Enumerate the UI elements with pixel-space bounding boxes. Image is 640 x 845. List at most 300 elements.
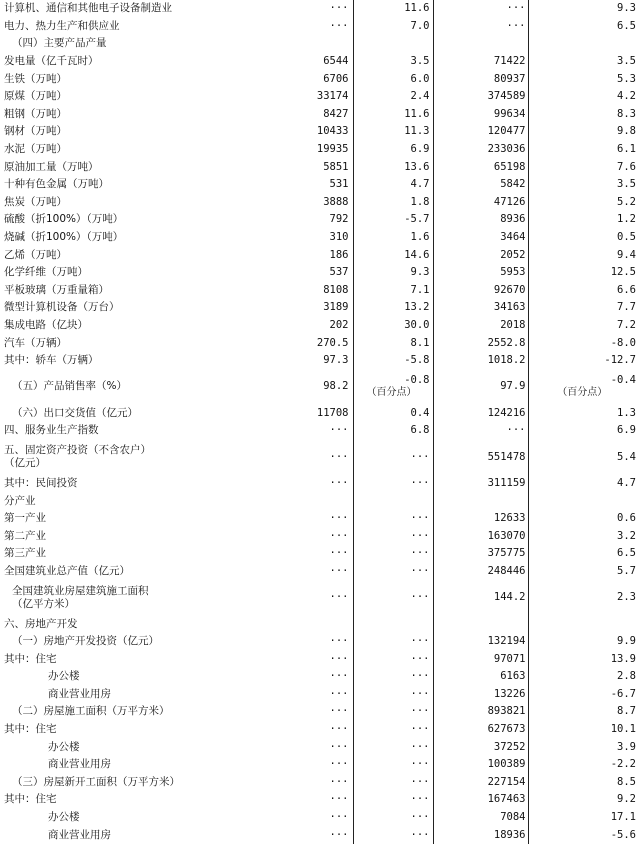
cell-value: 7.6	[617, 160, 636, 173]
cell-month-value	[248, 211, 353, 229]
cell-ytd-value	[433, 422, 528, 440]
cell-month-value	[248, 686, 353, 704]
cell-month-growth	[353, 299, 433, 317]
table-row	[0, 334, 640, 352]
cell-value: 124216	[487, 406, 526, 419]
row-label	[0, 422, 248, 440]
table-row	[0, 703, 640, 721]
cell-value: 5851	[323, 160, 349, 173]
cell-month-value	[248, 352, 353, 370]
cell-value: 7.7	[617, 301, 636, 314]
row-label-text: 其中：轿车（万辆）	[4, 354, 99, 367]
cell-value: ···	[329, 450, 349, 463]
cell-month-value	[248, 738, 353, 756]
cell-ytd-value	[433, 158, 528, 176]
cell-ytd-value	[433, 826, 528, 844]
cell-value: ···	[410, 529, 430, 542]
cell-ytd-growth	[528, 510, 640, 528]
row-label	[0, 264, 248, 282]
cell-ytd-growth	[528, 440, 640, 475]
cell-month-growth	[353, 440, 433, 475]
cell-value: 167463	[487, 793, 526, 806]
cell-ytd-growth	[528, 703, 640, 721]
cell-value: 5.3	[617, 72, 636, 85]
cell-value: 92670	[493, 283, 526, 296]
cell-value: 8.7	[617, 705, 636, 718]
table-row	[0, 615, 640, 633]
row-label	[0, 35, 248, 53]
row-label	[0, 123, 248, 141]
cell-value: ···	[329, 670, 349, 683]
cell-ytd-growth	[528, 229, 640, 247]
cell-ytd-growth	[528, 791, 640, 809]
cell-month-growth	[353, 70, 433, 88]
cell-month-growth	[353, 492, 433, 510]
cell-value: 18936	[493, 828, 526, 841]
row-label	[0, 334, 248, 352]
cell-ytd-growth	[528, 53, 640, 71]
table-row	[0, 88, 640, 106]
cell-ytd-value	[433, 176, 528, 194]
table-row	[0, 492, 640, 510]
cell-value: 9.4	[617, 248, 636, 261]
cell-value: 227154	[487, 775, 526, 788]
row-label-text: 原煤（万吨）	[4, 90, 67, 103]
table-row	[0, 35, 640, 53]
row-label	[0, 738, 248, 756]
cell-value: 537	[329, 266, 349, 279]
table-row	[0, 510, 640, 528]
cell-month-value	[248, 492, 353, 510]
table-row	[0, 70, 640, 88]
cell-month-value	[248, 756, 353, 774]
cell-value: 6544	[323, 55, 349, 68]
cell-value: 120477	[487, 125, 526, 138]
row-label-text: （六）出口交货值（亿元）	[12, 406, 138, 419]
cell-value: 4.2	[617, 90, 636, 103]
row-label	[0, 615, 248, 633]
cell-month-growth	[353, 317, 433, 335]
cell-value: 12633	[493, 512, 526, 525]
row-label	[0, 194, 248, 212]
cell-value: 30.0	[404, 318, 430, 331]
cell-ytd-growth	[528, 18, 640, 36]
row-label	[0, 527, 248, 545]
table-row	[0, 404, 640, 422]
cell-month-growth	[353, 53, 433, 71]
cell-ytd-value	[433, 0, 528, 18]
cell-value: 893821	[487, 705, 526, 718]
cell-month-growth	[353, 686, 433, 704]
cell-month-growth	[353, 176, 433, 194]
table-row	[0, 475, 640, 493]
cell-value: ···	[410, 450, 430, 463]
row-label-text: 烧碱（折100%）（万吨）	[4, 231, 124, 244]
cell-value: 6.9	[410, 143, 430, 156]
cell-value: 792	[329, 213, 349, 226]
cell-month-value	[248, 282, 353, 300]
cell-value: 2552.8	[487, 336, 526, 349]
row-label-text: 第二产业	[4, 529, 46, 542]
cell-value: 7.0	[410, 19, 430, 32]
row-label	[0, 703, 248, 721]
row-label-text: 化学纤维（万吨）	[4, 266, 88, 279]
cell-ytd-growth	[528, 668, 640, 686]
row-label-text: 乙烯（万吨）	[4, 248, 67, 261]
cell-value: 270.5	[316, 336, 349, 349]
cell-value: ···	[410, 705, 430, 718]
cell-ytd-growth	[528, 422, 640, 440]
cell-month-growth	[353, 264, 433, 282]
table-row	[0, 545, 640, 563]
cell-month-value	[248, 18, 353, 36]
row-label	[0, 791, 248, 809]
cell-value: 10.1	[610, 723, 636, 736]
row-label-text: 五、固定资产投资（不含农户）	[4, 444, 151, 457]
table-row	[0, 317, 640, 335]
cell-value: ···	[329, 723, 349, 736]
cell-value: 375775	[487, 547, 526, 560]
cell-ytd-value	[433, 317, 528, 335]
cell-value: 7.1	[410, 283, 430, 296]
row-label	[0, 440, 248, 475]
cell-value: 1.8	[410, 195, 430, 208]
cell-value: 19935	[316, 143, 349, 156]
row-label	[0, 809, 248, 827]
cell-month-value	[248, 123, 353, 141]
cell-month-value	[248, 809, 353, 827]
cell-month-growth	[353, 668, 433, 686]
cell-value: 37252	[493, 740, 526, 753]
cell-value: 531	[329, 178, 349, 191]
cell-value: 5.4	[617, 450, 636, 463]
row-label	[0, 211, 248, 229]
cell-ytd-growth	[528, 141, 640, 159]
row-label	[0, 352, 248, 370]
cell-ytd-growth	[528, 352, 640, 370]
cell-ytd-growth	[528, 563, 640, 581]
cell-ytd-growth	[528, 246, 640, 264]
cell-value: 13.6	[404, 160, 430, 173]
cell-value: 3189	[323, 301, 349, 314]
cell-month-value	[248, 774, 353, 792]
cell-month-value	[248, 703, 353, 721]
cell-ytd-value	[433, 211, 528, 229]
cell-value: ···	[329, 635, 349, 648]
cell-value: 11.6	[404, 2, 430, 15]
table-row	[0, 229, 640, 247]
cell-ytd-value	[433, 809, 528, 827]
row-label	[0, 563, 248, 581]
row-label-text: 其中：住宅	[4, 793, 57, 806]
cell-value: ···	[329, 424, 349, 437]
row-label	[0, 404, 248, 422]
cell-unit-note: （百分点）	[366, 387, 417, 399]
cell-ytd-growth	[528, 527, 640, 545]
cell-value: 2.8	[617, 670, 636, 683]
cell-month-value	[248, 615, 353, 633]
cell-month-value	[248, 826, 353, 844]
cell-value: ···	[410, 723, 430, 736]
cell-ytd-value	[433, 352, 528, 370]
cell-value: ···	[410, 635, 430, 648]
cell-month-value	[248, 650, 353, 668]
cell-month-value	[248, 369, 353, 404]
row-label	[0, 475, 248, 493]
cell-value: 163070	[487, 529, 526, 542]
cell-value: ···	[329, 652, 349, 665]
cell-month-growth	[353, 615, 433, 633]
cell-ytd-value	[433, 440, 528, 475]
cell-month-value	[248, 422, 353, 440]
row-label-text: 全国建筑业房屋建筑施工面积	[12, 584, 149, 597]
table-row	[0, 211, 640, 229]
cell-value: 33174	[316, 90, 349, 103]
table-row	[0, 264, 640, 282]
cell-value: 34163	[493, 301, 526, 314]
cell-month-growth	[353, 809, 433, 827]
cell-value: 627673	[487, 723, 526, 736]
cell-value: ···	[329, 529, 349, 542]
cell-ytd-growth	[528, 106, 640, 124]
row-label	[0, 633, 248, 651]
cell-month-value	[248, 229, 353, 247]
cell-month-growth	[353, 475, 433, 493]
cell-value: -6.7	[610, 687, 636, 700]
cell-value: 4.7	[617, 476, 636, 489]
cell-month-value	[248, 0, 353, 18]
cell-value: 71422	[493, 55, 526, 68]
cell-value: 100389	[487, 758, 526, 771]
cell-ytd-value	[433, 369, 528, 404]
cell-value: -2.2	[610, 758, 636, 771]
row-label-text: 第三产业	[4, 547, 46, 560]
cell-month-value	[248, 563, 353, 581]
cell-value: 0.4	[410, 406, 430, 419]
cell-value: 17.1	[610, 811, 636, 824]
table-row	[0, 123, 640, 141]
cell-month-growth	[353, 774, 433, 792]
row-label-text: 焦炭（万吨）	[4, 195, 67, 208]
row-label-text: 电力、热力生产和供应业	[4, 19, 120, 32]
cell-month-value	[248, 299, 353, 317]
cell-ytd-value	[433, 721, 528, 739]
row-label-text: 生铁（万吨）	[4, 72, 67, 85]
cell-month-growth	[353, 791, 433, 809]
cell-ytd-growth	[528, 826, 640, 844]
row-label-text: 商业营业用房	[48, 687, 111, 700]
cell-value: ···	[410, 740, 430, 753]
row-label	[0, 580, 248, 615]
cell-value: 5.7	[617, 564, 636, 577]
cell-ytd-growth	[528, 282, 640, 300]
row-label-text: （五）产品销售率（%）	[12, 380, 127, 393]
cell-ytd-value	[433, 246, 528, 264]
cell-ytd-growth	[528, 650, 640, 668]
cell-value: 97.9	[500, 380, 526, 393]
cell-value: ···	[410, 758, 430, 771]
cell-value: 1.3	[617, 406, 636, 419]
cell-ytd-growth	[528, 158, 640, 176]
cell-value: 0.6	[617, 512, 636, 525]
cell-value: 8.5	[617, 775, 636, 788]
row-label	[0, 317, 248, 335]
cell-ytd-growth	[528, 721, 640, 739]
cell-value: 12.5	[610, 266, 636, 279]
row-label	[0, 668, 248, 686]
cell-value: 13.2	[404, 301, 430, 314]
row-label	[0, 141, 248, 159]
cell-month-growth	[353, 141, 433, 159]
row-label-text: 分产业	[4, 494, 36, 507]
cell-value: ···	[329, 758, 349, 771]
cell-value: 98.2	[323, 380, 349, 393]
table-row	[0, 106, 640, 124]
cell-month-value	[248, 404, 353, 422]
cell-month-value	[248, 194, 353, 212]
cell-ytd-value	[433, 703, 528, 721]
cell-ytd-value	[433, 404, 528, 422]
cell-value: -5.6	[610, 828, 636, 841]
row-label	[0, 686, 248, 704]
table-row	[0, 282, 640, 300]
table-row	[0, 809, 640, 827]
cell-ytd-value	[433, 686, 528, 704]
row-label-text: 全国建筑业总产值（亿元）	[4, 564, 130, 577]
table-row	[0, 299, 640, 317]
cell-month-value	[248, 141, 353, 159]
table-row	[0, 756, 640, 774]
cell-month-growth	[353, 246, 433, 264]
cell-ytd-value	[433, 264, 528, 282]
cell-ytd-growth	[528, 686, 640, 704]
cell-value: ···	[329, 775, 349, 788]
row-label	[0, 650, 248, 668]
cell-month-growth	[353, 826, 433, 844]
cell-month-growth	[353, 510, 433, 528]
cell-value: 6.6	[617, 283, 636, 296]
table-row	[0, 246, 640, 264]
cell-value: 4.7	[410, 178, 430, 191]
cell-value: 14.6	[404, 248, 430, 261]
row-label	[0, 88, 248, 106]
cell-value: ···	[410, 512, 430, 525]
cell-month-growth	[353, 563, 433, 581]
cell-value: 2.3	[617, 591, 636, 604]
cell-value: ···	[410, 775, 430, 788]
cell-value: 8.1	[410, 336, 430, 349]
row-label-text: 六、房地产开发	[4, 617, 78, 630]
cell-ytd-value	[433, 106, 528, 124]
cell-ytd-value	[433, 756, 528, 774]
cell-month-value	[248, 246, 353, 264]
cell-value: ···	[506, 19, 526, 32]
cell-value: ···	[329, 828, 349, 841]
cell-value: ···	[410, 687, 430, 700]
cell-month-growth	[353, 158, 433, 176]
table-row	[0, 721, 640, 739]
row-label	[0, 158, 248, 176]
cell-ytd-value	[433, 475, 528, 493]
cell-ytd-value	[433, 35, 528, 53]
cell-value: 47126	[493, 195, 526, 208]
cell-value: 9.2	[617, 793, 636, 806]
cell-ytd-value	[433, 527, 528, 545]
row-label	[0, 369, 248, 404]
cell-value: 6.8	[410, 424, 430, 437]
cell-month-value	[248, 158, 353, 176]
cell-value: ···	[329, 811, 349, 824]
cell-value: 9.3	[410, 266, 430, 279]
row-label	[0, 299, 248, 317]
cell-value: 374589	[487, 90, 526, 103]
cell-month-growth	[353, 352, 433, 370]
cell-value: ···	[329, 512, 349, 525]
cell-month-value	[248, 510, 353, 528]
cell-ytd-growth	[528, 123, 640, 141]
row-label-text: （二）房屋施工面积（万平方米）	[12, 705, 170, 718]
cell-value: 13226	[493, 687, 526, 700]
cell-month-growth	[353, 580, 433, 615]
cell-value: 9.8	[617, 125, 636, 138]
cell-value: 8427	[323, 107, 349, 120]
row-label-text: 商业营业用房	[48, 758, 111, 771]
cell-value: 6163	[500, 670, 526, 683]
cell-month-growth	[353, 123, 433, 141]
row-label	[0, 545, 248, 563]
row-label	[0, 826, 248, 844]
cell-month-growth	[353, 703, 433, 721]
row-label-continued: （亿元）	[4, 457, 46, 470]
cell-value: 65198	[493, 160, 526, 173]
cell-value: 0.5	[617, 231, 636, 244]
cell-ytd-value	[433, 580, 528, 615]
cell-month-value	[248, 791, 353, 809]
cell-value: ···	[329, 687, 349, 700]
cell-value: 8936	[500, 213, 526, 226]
cell-month-value	[248, 88, 353, 106]
row-label-text: 十种有色金属（万吨）	[4, 178, 109, 191]
cell-ytd-growth	[528, 738, 640, 756]
table-row	[0, 774, 640, 792]
table-row	[0, 440, 640, 475]
cell-value: -0.4	[610, 374, 636, 387]
table-row	[0, 141, 640, 159]
table-row	[0, 158, 640, 176]
row-label	[0, 176, 248, 194]
table-row	[0, 668, 640, 686]
cell-month-value	[248, 580, 353, 615]
cell-value: 97.3	[323, 354, 349, 367]
cell-value: -0.8	[404, 374, 430, 387]
row-label-text: 微型计算机设备（万台）	[4, 301, 120, 314]
cell-month-value	[248, 176, 353, 194]
table-row	[0, 826, 640, 844]
cell-value: 7.2	[617, 318, 636, 331]
row-label-text: 第一产业	[4, 512, 46, 525]
cell-ytd-growth	[528, 756, 640, 774]
cell-ytd-value	[433, 229, 528, 247]
cell-ytd-growth	[528, 633, 640, 651]
cell-month-growth	[353, 721, 433, 739]
cell-value: 3.9	[617, 740, 636, 753]
cell-value: 5.2	[617, 195, 636, 208]
cell-value: ···	[329, 591, 349, 604]
cell-month-value	[248, 545, 353, 563]
cell-value: 11.6	[404, 107, 430, 120]
row-label	[0, 70, 248, 88]
cell-ytd-growth	[528, 70, 640, 88]
